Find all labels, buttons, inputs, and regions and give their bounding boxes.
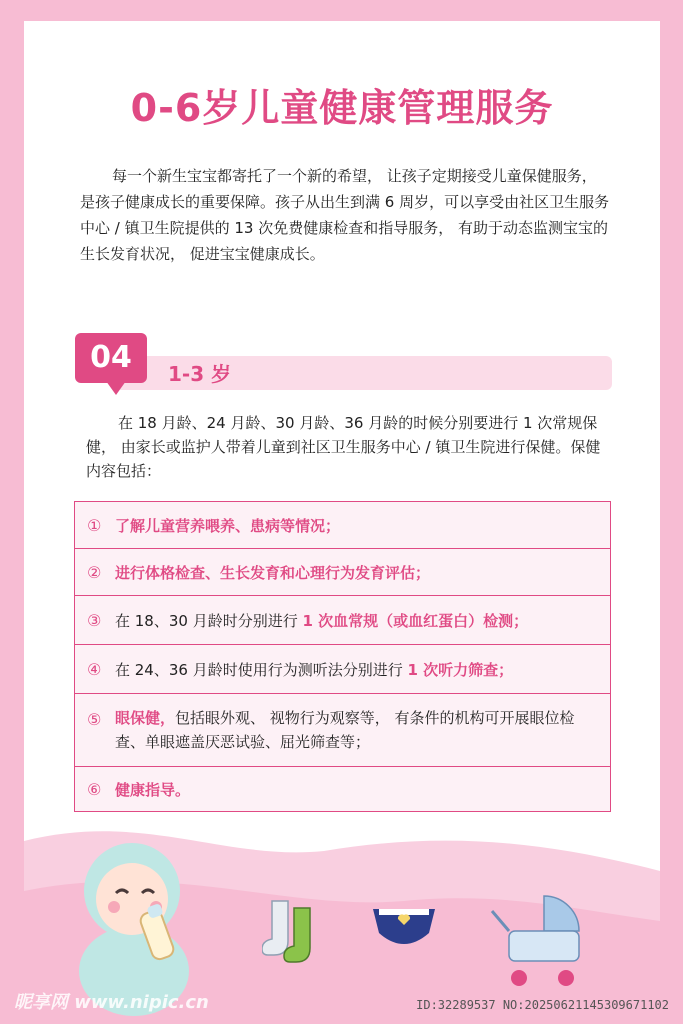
item-number: ②	[87, 562, 102, 582]
list-item	[75, 694, 610, 767]
stroller-icon	[484, 886, 584, 996]
image-id-text: ID:32289537 NO:20250621145309671102	[416, 998, 669, 1012]
item-number: ①	[87, 515, 102, 535]
intro-paragraph: 每一个新生宝宝都寄托了一个新的希望， 让孩子定期接受儿童保健服务， 是孩子健康成长的重要保障。孩子从出生到满 6 周岁，可以享受由社区卫生服务中心 / 镇卫生院提供的 13 次免费健康检查和指导服务， 有助于动态监测宝宝的生长发育状况， 促进宝宝健康成长。	[80, 167, 610, 263]
item-number: ⑥	[87, 779, 102, 799]
item-text: 在 24、36 月龄时使用行为测听法分别进行	[115, 660, 408, 679]
item-number: ⑤	[87, 710, 102, 729]
socks-icon	[262, 896, 322, 976]
page-title: 0-6岁儿童健康管理服务	[130, 86, 554, 130]
item-highlight: 1 次血常规（或血红蛋白）检测；	[302, 611, 529, 630]
item-number: ④	[87, 659, 102, 679]
item-highlight: 进行体格检查、生长发育和心理行为发育评估；	[115, 563, 431, 582]
list-item	[75, 502, 610, 549]
item-highlight: 了解儿童营养喂养、患病等情况；	[115, 516, 341, 535]
item-number: ③	[87, 610, 102, 630]
diaper-icon	[369, 901, 439, 956]
section-badge-tail	[106, 381, 126, 395]
section-title: 1-3 岁	[168, 362, 232, 386]
item-highlight: 眼保健，	[115, 709, 176, 727]
item-highlight: 1 次听力筛查；	[407, 660, 514, 679]
watermark-text: 昵享网 www.nipic.cn	[14, 992, 209, 1013]
list-item	[75, 549, 610, 596]
checkup-list	[74, 501, 611, 812]
section-number-badge: 04	[75, 333, 147, 383]
list-item	[75, 645, 610, 694]
item-text: 包括眼外观、 视物行为观察等， 有条件的机构可开展眼位检查、单眼遮盖厌恶试验、屈光筛查等；	[115, 709, 575, 751]
poster-frame	[24, 21, 660, 1024]
list-item	[75, 596, 610, 645]
item-text: 在 18、30 月龄时分别进行	[115, 611, 303, 630]
section-description: 在 18 月龄、24 月龄、30 月龄、36 月龄的时候分别要进行 1 次常规保健， 由家长或监护人带着儿童到社区卫生服务中心 / 镇卫生院进行保健。保健内容包括：	[86, 414, 601, 480]
item-highlight: 健康指导。	[115, 780, 191, 799]
